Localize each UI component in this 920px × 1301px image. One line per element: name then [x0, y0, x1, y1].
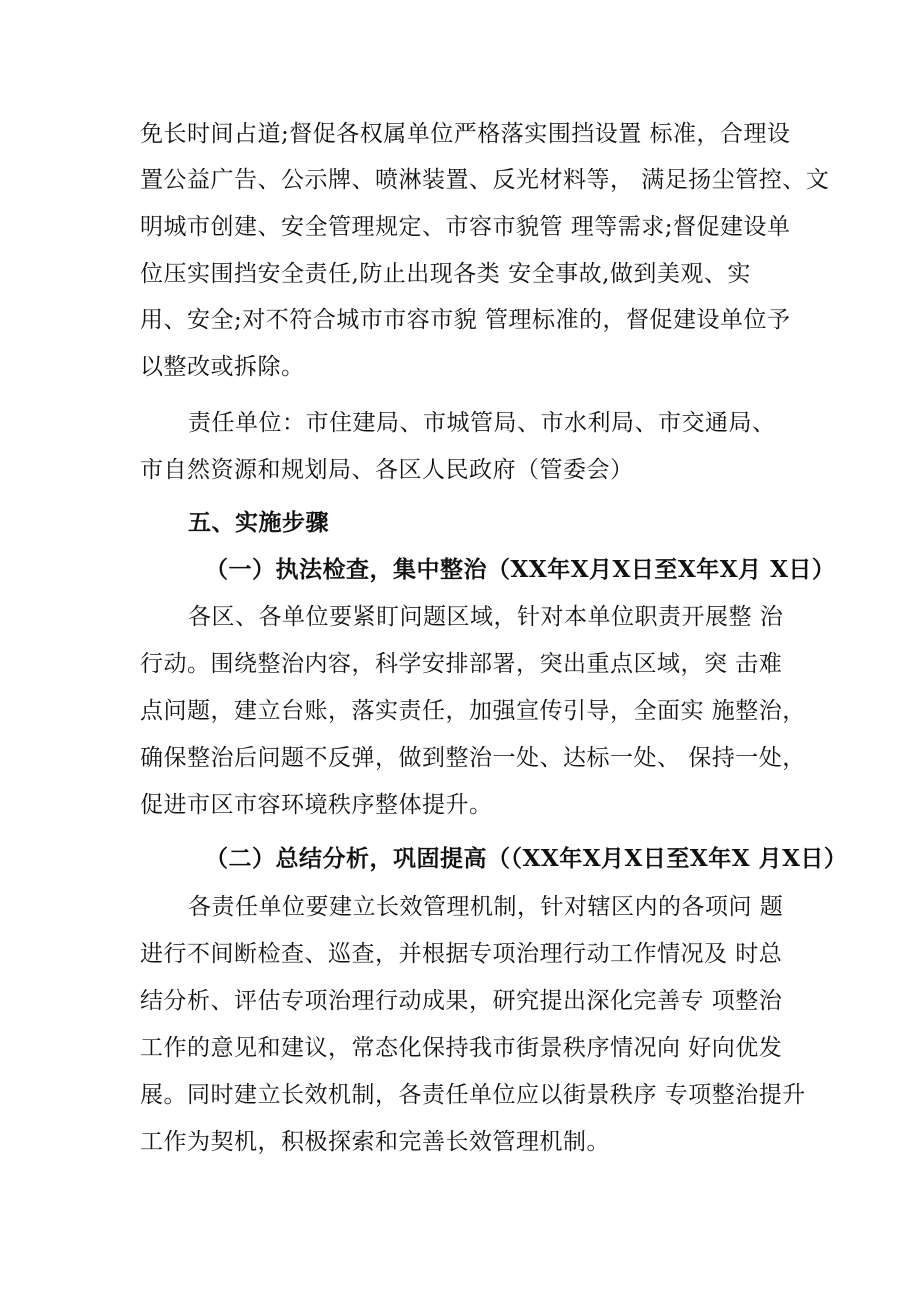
- subsection-heading-1: （一）执法检查，集中整治（XX年X月X日至X年X月 X日）: [205, 556, 836, 583]
- subsection-1-line-1: 各区、各单位要紧盯问题区域，针对本单位职责开展整 治: [188, 604, 784, 630]
- paragraph-line-4: 位压实围挡安全责任,防止出现各类 安全事故,做到美观、实: [140, 261, 751, 287]
- paragraph-line-2: 置公益广告、公示牌、喷淋装置、反光材料等， 满足扬尘管控、文: [140, 167, 830, 193]
- subsection-2-line-4: 工作的意见和建议，常态化保持我市街景秩序情况向 好向优发: [140, 1035, 783, 1061]
- subsection-1-line-5: 促进市区市容环境秩序整体提升。: [140, 792, 493, 818]
- subsection-2-line-2: 进行不间断检查、巡查，并根据专项治理行动工作情况及 时总: [140, 941, 783, 967]
- subsection-2-line-5: 展。同时建立长效机制，各责任单位应以街景秩序 专项整治提升: [140, 1082, 806, 1108]
- subsection-heading-2: （二）总结分析，巩固提高（（XX年X月X日至X年X 月X日）: [205, 845, 848, 872]
- paragraph-line-1: 免长时间占道;督促各权属单位严格落实围挡设置 标准，合理设: [140, 121, 791, 147]
- subsection-1-line-3: 点问题，建立台账，落实责任，加强宣传引导，全面实 施整治，: [140, 698, 806, 724]
- paragraph-line-6: 以整改或拆除。: [140, 354, 305, 380]
- subsection-2-line-6: 工作为契机，积极探索和完善长效管理机制。: [140, 1129, 610, 1155]
- section-heading: 五、实施步骤: [188, 509, 329, 536]
- responsible-units-line-2: 市自然资源和规划局、各区人民政府（管委会）: [140, 457, 634, 483]
- paragraph-line-3: 明城市创建、安全管理规定、市容市貌管 理等需求;督促建设单: [140, 214, 791, 240]
- responsible-units-line-1: 责任单位：市住建局、市城管局、市水利局、市交通局、: [188, 410, 776, 436]
- subsection-2-line-1: 各责任单位要建立长效管理机制，针对辖区内的各项问 题: [188, 894, 784, 920]
- subsection-1-line-2: 行动。围绕整治内容，科学安排部署，突出重点区域，突 击难: [140, 651, 783, 677]
- subsection-2-line-3: 结分析、评估专项治理行动成果，研究提出深化完善专 项整治: [140, 988, 783, 1014]
- subsection-1-line-4: 确保整治后问题不反弹，做到整治一处、达标一处、 保持一处，: [140, 745, 806, 771]
- paragraph-line-5: 用、安全;对不符合城市市容市貌 管理标准的，督促建设单位予: [140, 307, 791, 333]
